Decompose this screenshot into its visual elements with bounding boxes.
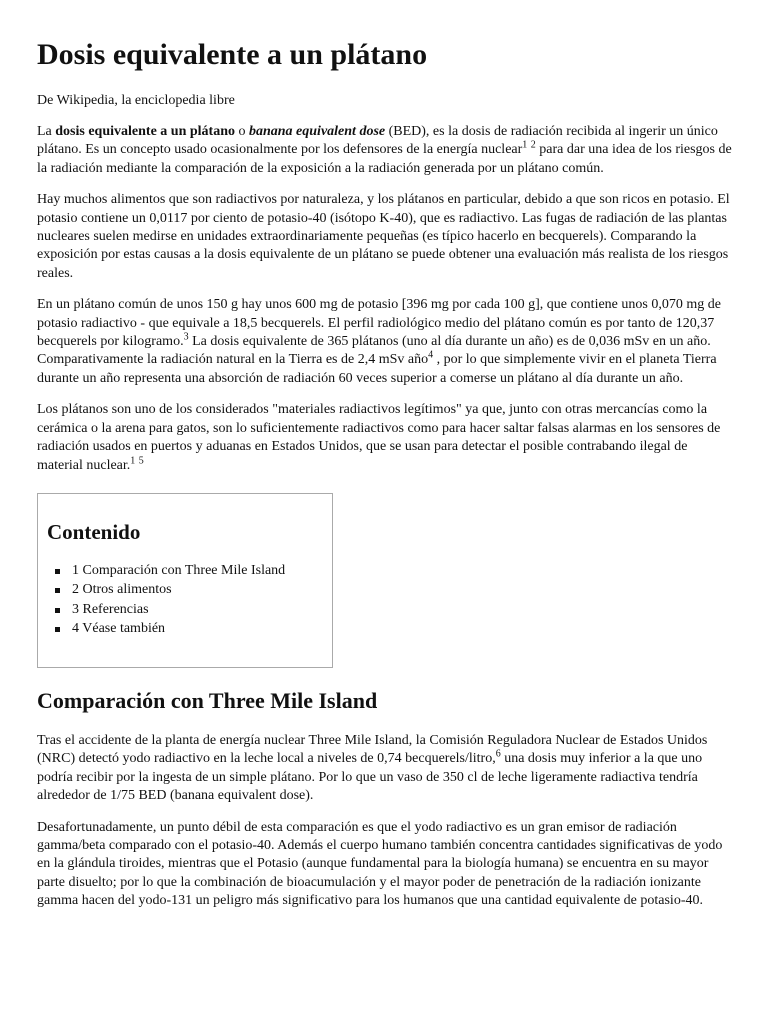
bullet-icon [55,608,60,613]
section1-paragraph-2 [37,819,734,911]
section1-paragraph-1 [37,732,734,806]
toc-item-label[interactable]: 3 Referencias [72,601,149,617]
toc-item-vease-tambien[interactable] [72,619,332,639]
bold-italic-term: banana equivalent dose [248,124,386,139]
bullet-icon [55,569,60,574]
page-title: Dosis equivalente a un plátano [37,38,428,71]
text-run: o [234,124,249,139]
ref-5[interactable]: 5 [138,454,144,466]
text-run: y el mayor poder de penetración de la radiación ionizante gamma hacen del yodo-131 un peligro más significativo para los humanos que una cantidad equivalente de potasio-40. [37,874,703,909]
bullet-icon [55,627,60,632]
section-heading-comparacion: Comparación con Three Mile Island [37,687,378,713]
toc-item-referencias[interactable] [72,600,332,620]
text-run: En un plátano común de unos 150 g hay unos 600 mg de potasio [396 mg por cada 100 g], que contiene unos 0,070 mg de potasio radiactivo - que equivale a 18,5 becquerels. El perfil radiológico medio del plátano común es por tanto de 120,37 becquerels por kilogramo. [37,297,721,350]
bullet-icon [55,588,60,593]
ref-1b[interactable]: 1 [130,454,136,466]
text-run: , por lo que simplemente vivir en el planeta Tierra durante un año representa una absorción de radiación 60 veces superior a comerse un plátano al día durante un año. [37,352,717,386]
text-run: una dosis muy inferior a la que uno podría recibir por la ingesta de un simple plátano. Por lo que un vaso de 350 cl de leche ligeramente radiactiva tendría alrededor de 1/75 BED (banana equivalent dose). [37,751,703,804]
text-run: (BED), es la dosis de radiación recibida al ingerir un único plátano. Es un concepto usado ocasionalmente por los defensores de la [37,124,718,158]
toc-list [47,561,332,639]
intro-paragraph [37,123,734,178]
text-run: para dar una idea de los riesgos de la radiación mediante la comparación de la exposición a la radiación generada por un plátano común. [37,142,732,176]
ref-3[interactable]: 3 [183,331,189,343]
toc-item-otros-alimentos[interactable] [72,580,332,600]
ref-1[interactable]: 1 [522,139,528,151]
text-run: Desafortunadamente, un punto débil de esta comparación es que el yodo radiactivo es un gran emisor de radiación gamma/beta comparado con el potasio-40. Además el cuerpo humano también concentra cantidades significativas de yodo en la glándula tiroides, mientras que el Potasio (aunque fundamental para la biología humana) se encuentra en su mayor parte disuelto; por lo que la combinación de [37,819,723,890]
link-estados-unidos[interactable]: Estados Unidos [271,439,359,455]
ref-6[interactable]: 6 [495,748,501,760]
text-run: La dosis equivalente de 365 plátanos (uno al día durante un año) es de 0,036 mSv en un año. Comparativamente la radiación natural en la Tierra es de 2,4 mSv año [37,334,711,368]
paragraph-2: Hay muchos alimentos que son radiactivos por naturaleza, y los plátanos en particular, debido a que son ricos en potasio. El potasio contiene un 0,0117 por ciento de potasio-40 (isótopo K-40), que es radiactivo. Las fugas de radiación de las plantas nucleares suelen medirse en unidades extraordinariamente pequeñas (es típico hacerlo en becquerels). Comparando la exposición por estas causas a la dosis equivalente de un plátano se puede obtener una evaluación más realista de los riesgos reales. [37,192,730,281]
text-run: Los plátanos son uno de los considerados "materiales radiactivos legítimos" ya que, junto con otras mercancías como la cerámica o la arena para gatos, son lo suficientemente radiactivos como para hacer saltar falsas alarmas en los sensores de radiación usados en puertos y aduanas en [37,402,721,455]
link-energia-nuclear[interactable]: energía nuclear [436,142,523,158]
text-run: Tras el accidente de la planta de energía nuclear Three Mile Island, la Comisión Reguladora Nuclear de Estados Unidos (NRC) detectó yodo radiactivo en la leche local a niveles de 0,74 becquerels/litro, [37,732,708,767]
paragraph-3 [37,296,734,388]
text-run: , que se usan para detectar el posible contrabando ilegal de material nuclear. [37,439,688,473]
toc-title: Contenido [47,519,141,544]
bold-term: dosis equivalente a un plátano [55,124,235,139]
toc-item-comparacion[interactable] [72,561,332,581]
toc-item-label[interactable]: 4 Véase también [72,621,166,637]
page-subtitle: De Wikipedia, la enciclopedia libre [37,93,235,108]
paragraph-4 [37,401,734,475]
ref-2[interactable]: 2 [530,139,536,151]
link-bioacumulacion[interactable]: bioacumulación [286,874,377,890]
text-run: La [37,124,56,139]
toc-item-label[interactable]: 2 Otros alimentos [72,582,172,598]
ref-4[interactable]: 4 [428,349,434,361]
toc-item-label[interactable]: 1 Comparación con Three Mile Island [72,562,286,578]
table-of-contents [37,493,333,668]
